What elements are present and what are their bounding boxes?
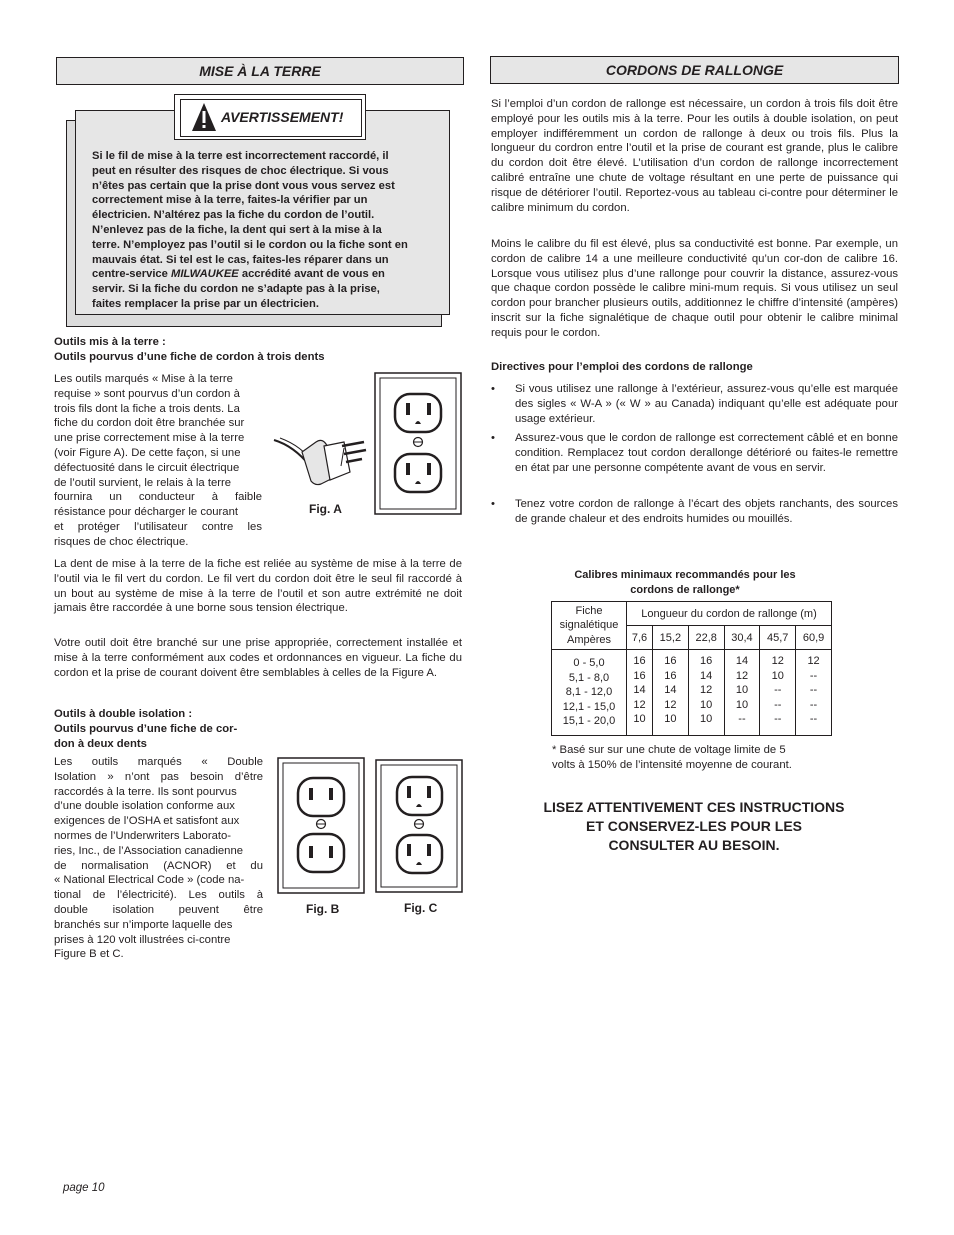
text-line: Les outils marqués « Mise à la terre [54, 373, 233, 385]
figure-c-label: Fig. C [404, 901, 438, 915]
amps-column [552, 650, 627, 736]
text-line: double isolation peuvent être [54, 903, 263, 916]
text-line: Les outils marqués « Double [54, 756, 263, 768]
figure-a-grounded-outlet-illustration [272, 372, 464, 516]
warning-text [92, 149, 435, 312]
double-insulation-title [54, 707, 237, 751]
text-line: (voir Figure A). De cette façon, si une [54, 446, 241, 459]
text-line: défectuosité dans le circuit électrique [54, 461, 240, 474]
text-line: Figure B et C. [54, 948, 124, 961]
gauge-column-60-9 [796, 650, 832, 736]
gauge-cell: 12 [735, 669, 749, 682]
warning-line: n’êtes pas certain que la prise dont vous vous servez est [92, 179, 395, 192]
gauge-cell: 16 [633, 669, 646, 682]
text-line: fournira un conducteur à faible [54, 491, 262, 504]
extension-cord-paragraph-1: Si l’emploi d’un cordon de rallonge est nécessaire, un cordon à trois fils doit être employé pour les outils mis à la terre. Pour les outils à double isolation, on peut employer indifféremment un cordon de rallonge à deux ou trois fils. Plus la longueur du cordron entre l’outil et la prise de courant est grande, plus le calibre du cordon doit être élevé. L’utilisation d’un cordon de rallonge incorrectement calibré entraîne une chute de voltage résultant en une perte de puissance qui risque de détériorer l’outil. Reportez-vous au tableau ci-contre pour déterminer le calibre minimum du cordon. [491, 98, 898, 214]
warning-fragment: accrédité avant de vous en [238, 268, 385, 281]
figure-b-label: Fig. B [306, 902, 340, 916]
grounded-title-line2: Outils pourvus d’une fiche de cordon à trois dents [54, 350, 325, 363]
length-cell: 7,6 [627, 626, 653, 650]
grounded-title-line1: Outils mis à la terre : [54, 336, 166, 348]
text-line: normes de l’Underwriters Laborato- [54, 829, 232, 842]
gauge-column-45-7 [760, 650, 796, 736]
extension-cord-paragraph-2: Moins le calibre du fil est élevé, plus sa conductivité est bonne. Par exemple, un cordon de calibre 14 a une meilleure conductivité qu’un cor-don de calibre 16. Lorsque vous utilisez plus d’une rallonge pour couvrir la distance, assurez-vous que chaque cordon possède le calibre mini-mum requis. Si vous utilisez un seul cordon pour brancher plusieurs outils, additionnez le chiffre d’intensité (ampères) inscrit sur la fiche signalétique de chaque outil pour obtenir le calibre minimal requis pour le cordon. [491, 238, 898, 339]
warning-line [92, 267, 435, 282]
text-line: une prise correctement mise à la terre [54, 432, 245, 445]
figure-c-grounded-outlet-illustration [375, 759, 463, 893]
bullet-marker: • [491, 383, 495, 395]
closing-line: CONSULTER AU BESOIN. [608, 837, 780, 853]
bullet-text: Si vous utilisez une rallonge à l’extérieur, assurez-vous qu’elle est marquée des sigles « W-A » (« W » au Canada) indiquant qu’elle est adéquate pour usage extérieur. [515, 383, 898, 425]
gauge-cell: 16 [633, 655, 646, 667]
gauge-cell: 10 [700, 698, 713, 711]
warning-box [75, 110, 450, 315]
text-line: de l’outil survient, le relais à la terre [54, 476, 232, 489]
warning-line: terre. N’employez pas l’outil si le cordon ou la fiche sont en [92, 238, 408, 251]
bullet-text: Assurez-vous que le cordon de rallonge est correctement câblé et en bonne condition. Remplacez tout cordon derallonge détérioré ou faites-le remettre en état par une personne compétente avant de vous en servir. [515, 432, 898, 474]
section-header-cordons-de-rallonge [490, 56, 899, 84]
table-caption [551, 568, 819, 597]
warning-line: servir. Si la fiche du cordon ne s’adapte pas à la prise, [92, 283, 380, 296]
gauge-cell: 10 [735, 684, 749, 697]
text-line: résistance pour décharger le courant [54, 506, 238, 519]
table-header-length: Longueur du cordon de rallonge (m) [627, 602, 832, 626]
gauge-cell: 10 [771, 669, 784, 682]
gauge-cell: 12 [664, 698, 677, 711]
warning-line: peut en résulter des risques de choc électrique. Si vous [92, 164, 389, 177]
gauge-cell: -- [809, 698, 818, 711]
page-number: page 10 [63, 1182, 105, 1194]
figure-b-two-prong-outlet-illustration [277, 757, 365, 894]
gauge-cell: -- [809, 669, 818, 682]
gauge-column-7-6 [627, 650, 653, 736]
bullet-marker: • [491, 432, 495, 444]
header-text: Ampères [566, 633, 612, 646]
section-header-text: CORDONS DE RALLONGE [605, 62, 784, 78]
grounded-paragraph-3: Votre outil doit être branché sur une prise appropriée, correctement installée et mise à la terre conformément aux codes et ordonnances en vigueur. La fiche du cordon et la prise de courant doivent être semblables à celles de la Figure A. [54, 637, 462, 679]
text-line: requise » sont pourvus d’un cordon à [54, 387, 240, 400]
warning-line: correctement mise à la terre, faites-la vérifier par un [92, 194, 368, 207]
text-line: « National Electrical Code » (code na- [54, 874, 245, 887]
gauge-cell: -- [809, 713, 818, 726]
table-header-row [552, 602, 832, 626]
directives-title: Directives pour l’emploi des cordons de rallonge [491, 361, 753, 373]
length-cell: 30,4 [724, 626, 760, 650]
table-data-row [552, 650, 832, 736]
closing-line: LISEZ ATTENTIVEMENT CES INSTRUCTIONS [543, 799, 845, 815]
footnote-line1: * Basé sur sur une chute de voltage limite de 5 [552, 744, 786, 756]
bullet-marker: • [491, 498, 495, 510]
gauge-cell: -- [774, 713, 782, 726]
warning-line: Si le fil de mise à la terre est incorrectement raccordé, il [92, 150, 389, 162]
section-header-mise-a-la-terre [56, 57, 464, 85]
text-line: prises à 120 volt illustrées ci-contre [54, 933, 231, 946]
amps-cell: 15,1 - 20,0 [562, 715, 616, 728]
footnote-line2: volts à 150% de l’intensité moyenne de courant. [552, 759, 792, 771]
gauge-column-15-2 [653, 650, 689, 736]
brand-name: MILWAUKEE [171, 268, 239, 281]
double-title-line1: Outils à double isolation : [54, 708, 193, 720]
text-line: exigences de l’OSHA et satisfont aux [54, 815, 240, 828]
bullet-item [491, 382, 898, 427]
gauge-cell: 10 [700, 713, 713, 726]
length-cell: 22,8 [688, 626, 724, 650]
gauge-cell: 16 [664, 655, 677, 667]
gauge-cell: 10 [664, 713, 677, 726]
gauge-column-22-8 [688, 650, 724, 736]
amps-cell: 8,1 - 12,0 [565, 686, 613, 699]
bullet-item [491, 497, 898, 527]
gauge-cell: 14 [664, 684, 677, 697]
grounded-paragraph-2: La dent de mise à la terre de la fiche est reliée au système de mise à la terre de l’outil via le fil vert du cordon. Le fil vert du cordon doit être le seul fil raccordé à un bout au système de mise à la terre de l’outil et son autre extrémité ne doit jamais être raccordée à une borne sous tension électrique. [54, 558, 462, 615]
warning-line: électricien. N’altérez pas la fiche du cordon de l’outil. [92, 209, 375, 222]
gauge-cell: 14 [735, 655, 749, 667]
double-title-line2: Outils pourvus d’une fiche de cor- [54, 722, 238, 735]
text-line: tional de l’électricité). Les outils à [54, 889, 263, 902]
gauge-cell: -- [774, 698, 782, 711]
gauge-cell: 16 [664, 669, 677, 682]
closing-line: ET CONSERVEZ-LES POUR LES [586, 818, 802, 834]
figure-a-label: Fig. A [309, 502, 342, 516]
amps-cell: 5,1 - 8,0 [568, 671, 610, 684]
text-line: trois fils dont la fiche a trois dents. La [54, 402, 240, 415]
gauge-cell: 12 [633, 698, 646, 711]
gauge-cell: 12 [807, 655, 820, 667]
double-title-line3: don à deux dents [54, 737, 147, 750]
text-line: fiche du cordon doit être branchée sur [54, 417, 245, 430]
gauge-cell: 12 [771, 655, 784, 667]
length-cell: 60,9 [796, 626, 832, 650]
warning-line: faites remplacer la prise par un électricien. [92, 297, 319, 310]
length-cell: 15,2 [653, 626, 689, 650]
header-text: Fiche [575, 604, 603, 617]
warning-triangle-icon [191, 102, 217, 132]
gauge-table [551, 601, 832, 736]
warning-tab [180, 99, 362, 137]
bullet-item [491, 431, 898, 491]
text-line: branchés sur n’importe laquelle des [54, 918, 233, 931]
gauge-cell: -- [809, 684, 818, 697]
amps-cell: 0 - 5,0 [573, 657, 605, 669]
warning-line: N’enlevez pas de la fiche, la dent qui sert à la mise à la [92, 223, 382, 236]
text-line: Isolation » n’ont pas besoin d’être [54, 770, 263, 783]
gauge-cell: 14 [700, 669, 713, 682]
grounded-title [54, 335, 325, 365]
text-line: de normalisation (ACNOR) et du [54, 859, 263, 872]
table-caption-line2: cordons de rallonge* [630, 583, 740, 596]
text-line: ries, Inc., de l’Association canadienne [54, 844, 244, 857]
text-line: d’une double isolation conforme aux [54, 800, 235, 813]
warning-line: mauvais état. Si tel est le cas, faites-les réparer dans un [92, 253, 389, 266]
double-insulation-text [54, 755, 263, 962]
gauge-cell: -- [774, 684, 782, 697]
table-header-amps [552, 602, 627, 650]
gauge-cell: 10 [735, 698, 749, 711]
text-line: raccordés à la terre. Ils sont pourvus [54, 785, 237, 798]
header-text: signalétique [559, 619, 619, 632]
warning-title: AVERTISSEMENT! [221, 109, 344, 125]
gauge-cell: 10 [633, 713, 646, 726]
text-line: risques de choc électrique. [54, 535, 189, 548]
gauge-cell: 14 [633, 684, 646, 697]
gauge-cell: 16 [700, 655, 713, 667]
text-line: et protéger l’utilisateur contre les [54, 520, 262, 533]
bullet-text: Tenez votre cordon de rallonge à l’écart des objets ranchants, des sources de grande chaleur et des endroits humides ou mouillés. [515, 498, 898, 525]
table-footnote [552, 743, 792, 773]
warning-fragment: centre-service [92, 268, 171, 281]
grounded-text [54, 372, 262, 550]
closing-instructions [490, 798, 898, 855]
table-caption-line1: Calibres minimaux recommandés pour les [574, 569, 796, 581]
gauge-column-30-4 [724, 650, 760, 736]
gauge-cell: 12 [700, 684, 713, 697]
length-cell: 45,7 [760, 626, 796, 650]
section-header-text: MISE À LA TERRE [199, 63, 321, 79]
amps-cell: 12,1 - 15,0 [562, 700, 616, 713]
gauge-cell: -- [738, 713, 746, 726]
